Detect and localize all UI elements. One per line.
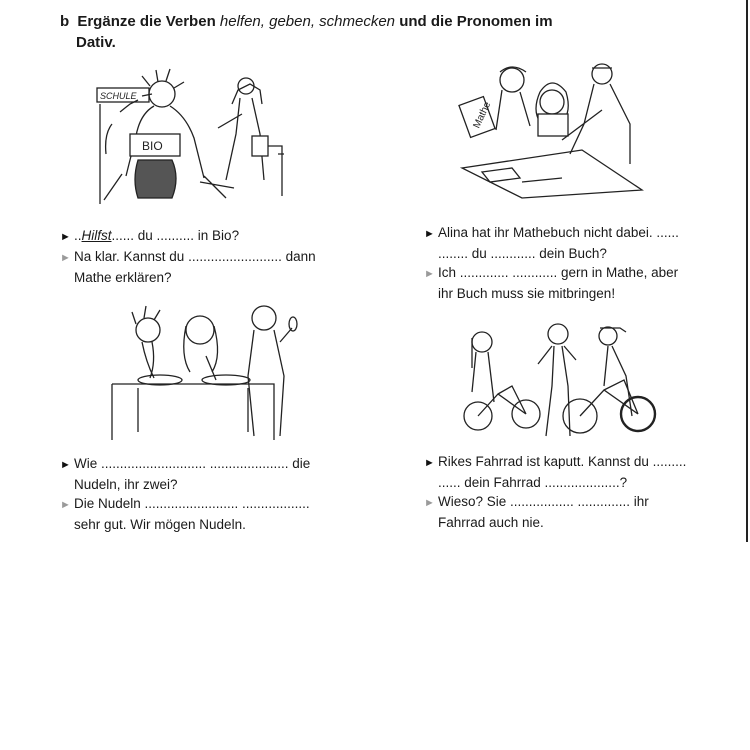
a1-line1[interactable]: Na klar. Kannst du ......................... dann xyxy=(74,249,316,264)
exercise-3-answer-line1 xyxy=(60,494,400,515)
a2-line2: ihr Buch muss sie mitbringen! xyxy=(438,286,616,301)
q1-rest: ...... du .......... in Bio? xyxy=(111,228,240,243)
instruction-outro: und die Pronomen im xyxy=(399,13,553,30)
exercise-4-answer-line1 xyxy=(424,492,744,513)
exercise-3-question-line1 xyxy=(60,454,400,475)
bicycles-drawing xyxy=(462,318,662,442)
exercise-2 xyxy=(424,223,744,303)
answer-marker: ► xyxy=(60,252,71,264)
mathe-book-text: Mathe xyxy=(471,100,494,131)
q1-example-answer: Hilfst xyxy=(81,228,112,243)
question-marker: ► xyxy=(424,457,435,469)
question-marker: ► xyxy=(424,228,435,240)
bio-book-text: BIO xyxy=(142,139,163,153)
q3-line2: Nudeln, ihr zwei? xyxy=(74,477,178,492)
answer-marker: ► xyxy=(60,499,71,511)
exercise-letter: b xyxy=(60,13,70,30)
school-sign-text: SCHULE xyxy=(100,91,137,101)
exercise-3 xyxy=(60,454,400,534)
noodles-drawing xyxy=(108,296,298,444)
exercise-2-answer-line1 xyxy=(424,263,744,284)
exercise-1 xyxy=(60,226,400,287)
answer-marker: ► xyxy=(424,268,435,280)
answer-marker: ► xyxy=(424,497,435,509)
exercise-2-question-line1 xyxy=(424,223,744,244)
instruction-line2: Dativ. xyxy=(76,34,116,51)
illustration-school-boy xyxy=(92,64,292,209)
q2-line2[interactable]: ........ du ............ dein Buch? xyxy=(438,246,607,261)
school-boy-drawing xyxy=(92,64,292,209)
instruction-verbs: helfen, geben, schmecken xyxy=(219,13,396,30)
question-marker: ► xyxy=(60,459,71,471)
exercise-1-answer-line1 xyxy=(60,247,400,268)
illustration-bicycles xyxy=(462,318,662,442)
a4-line1[interactable]: Wieso? Sie ................. .............. ihr xyxy=(438,494,649,509)
exercise-4 xyxy=(424,452,744,532)
a1-line2: Mathe erklären? xyxy=(74,270,172,285)
q4-line2[interactable]: ...... dein Fahrrad ....................? xyxy=(438,475,628,490)
math-book-drawing xyxy=(452,60,652,200)
exercise-instruction xyxy=(60,11,700,53)
q1-prefix: .. xyxy=(74,228,82,243)
illustration-noodles xyxy=(108,296,298,444)
exercise-1-question xyxy=(60,226,400,247)
page-edge-line xyxy=(746,0,748,542)
question-marker: ► xyxy=(60,231,71,243)
a4-line2: Fahrrad auch nie. xyxy=(438,515,544,530)
exercise-4-question-line1 xyxy=(424,452,744,473)
illustration-math-book xyxy=(452,60,652,200)
a3-line2: sehr gut. Wir mögen Nudeln. xyxy=(74,517,246,532)
q4-line1[interactable]: Rikes Fahrrad ist kaputt. Kannst du ......... xyxy=(438,454,687,469)
q3-line1[interactable]: Wie ............................ ..................... die xyxy=(74,456,311,471)
q2-line1[interactable]: Alina hat ihr Mathebuch nicht dabei. ...... xyxy=(438,225,679,240)
a2-line1[interactable]: Ich ............. ............ gern in Mathe, aber xyxy=(438,265,679,280)
instruction-intro: Ergänze die Verben xyxy=(77,13,216,30)
a3-line1[interactable]: Die Nudeln ......................... .................. xyxy=(74,496,310,511)
